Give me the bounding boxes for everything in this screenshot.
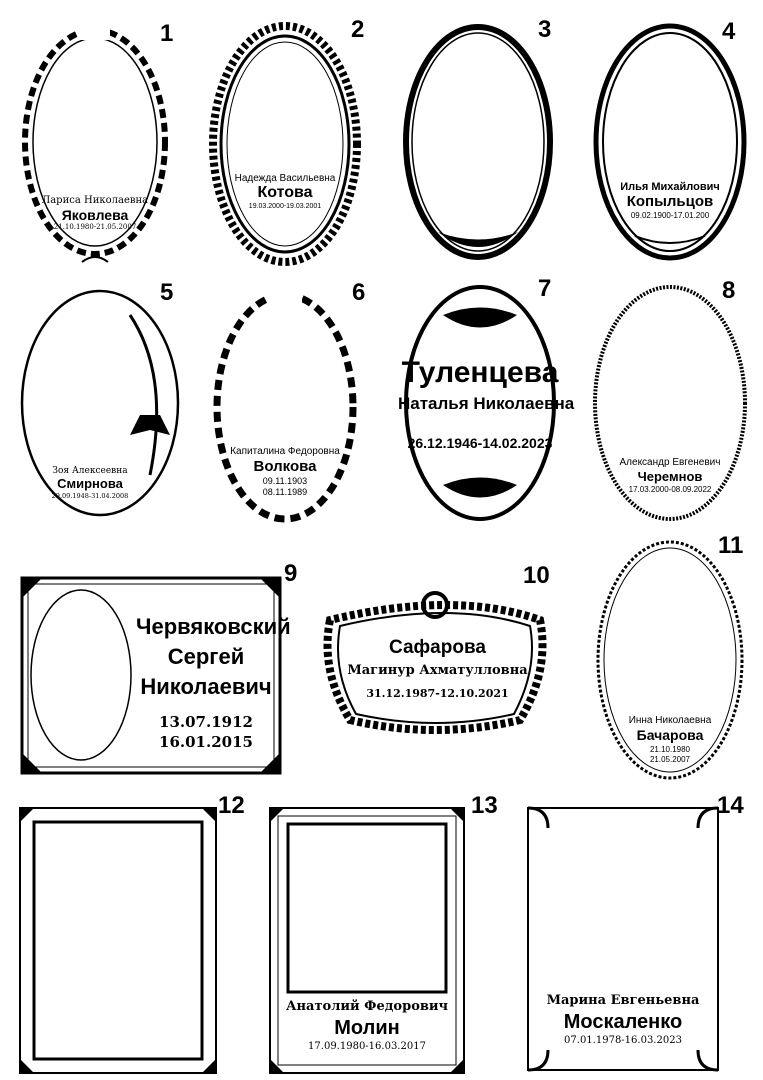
frame-number: 3 [538, 16, 552, 43]
first-name: Зоя Алексеевна [52, 466, 128, 476]
dates: 31.12.1987-12.10.2021 [366, 687, 509, 700]
frame-8[interactable] [590, 275, 760, 530]
dates: 17.03.2000-08.09.2022 [628, 485, 712, 494]
frame-number: 8 [722, 277, 736, 304]
first-name: Лариса Николаевна [41, 195, 149, 206]
frame-number: 5 [160, 279, 174, 306]
frame-number: 10 [523, 562, 550, 589]
plain-oval-frame-with-wreath [398, 14, 568, 269]
first-name: Марина Евгеньевна [546, 993, 700, 1008]
dates: 21.10.1980-21.05.2007 [53, 223, 137, 231]
date-1: 21.10.1980 [649, 745, 691, 754]
frame-7[interactable] [398, 275, 575, 530]
date-1: 13.07.1912 [159, 713, 253, 731]
frame-12[interactable] [18, 792, 258, 1077]
frame-1[interactable] [10, 14, 180, 269]
baroque-oval-frame [205, 14, 375, 269]
line-3: Николаевич [140, 674, 272, 699]
first-name: Илья Михайлович [620, 181, 720, 193]
frame-3[interactable] [398, 14, 568, 269]
last-name: Москаленко [563, 1011, 683, 1033]
last-name: Котова [257, 184, 313, 201]
dates: 09.02.1900-17.01.200 [630, 211, 710, 220]
date-1: 09.11.1903 [262, 476, 308, 486]
date-2: 21.05.2007 [649, 755, 691, 764]
dates: 17.09.1980-16.03.2017 [308, 1041, 426, 1052]
first-name: Магинур Ахматулловна [347, 663, 528, 678]
dates: 29.09.1948-31.04.2008 [51, 492, 129, 500]
frame-9[interactable] [18, 560, 298, 780]
dates: 26.12.1946-14.02.2023 [407, 435, 553, 451]
double-rectangle-frame [18, 792, 258, 1077]
frame-number: 6 [352, 279, 366, 306]
frame-6[interactable] [200, 275, 375, 530]
last-name: Бачарова [636, 727, 704, 743]
frame-number: 13 [471, 792, 498, 819]
frame-number: 12 [218, 792, 245, 819]
frame-number: 7 [538, 275, 552, 302]
dates: 07.01.1978-16.03.2023 [564, 1035, 682, 1046]
first-name: Капиталина Федоровна [230, 446, 340, 457]
last-name: Сафарова [389, 637, 486, 658]
frame-number: 11 [718, 532, 744, 559]
frame-number: 1 [160, 20, 174, 47]
last-name: Смирнова [57, 476, 123, 491]
last-name: Волкова [253, 458, 317, 475]
first-name: Инна Николаевна [628, 715, 712, 726]
frame-number: 14 [717, 792, 744, 819]
frame-number: 4 [722, 18, 736, 45]
last-name: Яковлева [61, 207, 129, 223]
first-name: Анатолий Федорович [285, 999, 449, 1014]
frame-number: 2 [351, 16, 365, 43]
first-name: Александр Евгеневич [619, 457, 721, 468]
first-name: Надежда Васильевна [234, 173, 336, 184]
frame-2[interactable] [205, 14, 375, 269]
last-name: Молин [334, 1017, 400, 1039]
frame-11[interactable] [590, 530, 760, 785]
last-name: Черемнов [637, 469, 703, 484]
frame-5[interactable] [10, 275, 190, 530]
dates: 19.03.2000-19.03.2001 [248, 203, 322, 210]
frame-number: 9 [284, 560, 298, 587]
last-name: Копыльцов [626, 193, 714, 210]
date-2: 16.01.2015 [159, 733, 253, 751]
last-name: Туленцева [401, 356, 559, 389]
double-oval-frame [590, 14, 760, 269]
first-name: Наталья Николаевна [398, 394, 575, 413]
frame-4[interactable] [590, 14, 760, 269]
frame-10[interactable] [310, 560, 565, 740]
frame-13[interactable] [268, 792, 508, 1077]
line-1: Червяковский [136, 614, 291, 639]
date-2: 08.11.1989 [262, 487, 308, 497]
frame-14[interactable] [520, 792, 763, 1077]
line-2: Сергей [167, 644, 245, 669]
